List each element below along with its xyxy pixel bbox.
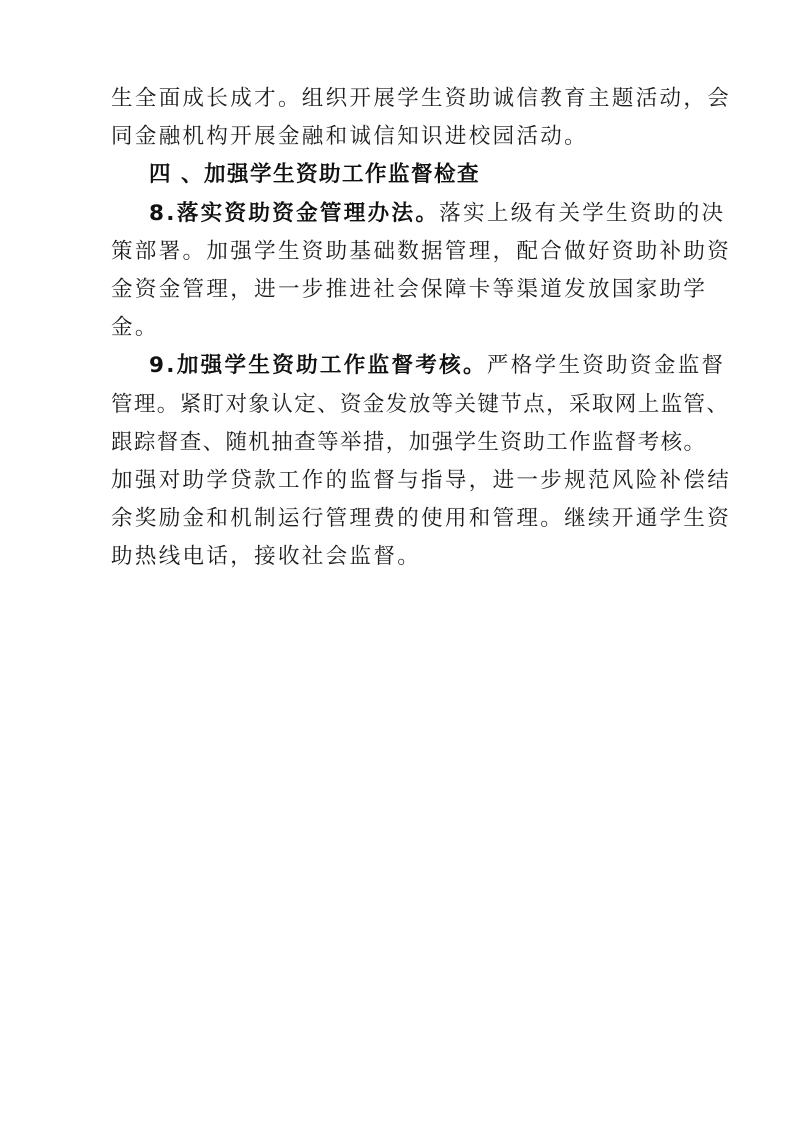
body-text-line: 余奖励金和机制运行管理费的使用和管理。继续开通学生资	[111, 506, 732, 532]
section-heading: 四 、加强学生资助工作监督检查	[149, 162, 480, 188]
body-text-line: 管理。紧盯对象认定、资金发放等关键节点，采取网上监管、	[111, 391, 730, 417]
item-9-lead: 9.加强学生资助工作监督考核。	[149, 353, 487, 379]
body-text-line: 加强对助学贷款工作的监督与指导，进一步规范风险补偿结	[111, 467, 732, 493]
body-text-line: 金。	[111, 315, 159, 341]
item-9-first-line-text: 严格学生资助资金监督	[486, 353, 726, 379]
item-8-first-line-text: 落实上级有关学生资助的决	[439, 200, 726, 226]
body-text-line: 同金融机构开展金融和诚信知识进校园活动。	[111, 124, 589, 150]
body-text-line: 策部署。加强学生资助基础数据管理，配合做好资助补助资	[111, 238, 732, 264]
item-8-lead: 8.落实资助资金管理办法。	[149, 200, 440, 226]
body-text-line: 金资金管理，进一步推进社会保障卡等渠道发放国家助学	[111, 276, 708, 302]
item-9-first-line	[111, 347, 726, 385]
body-text-line: 跟踪督查、随机抽查等举措，加强学生资助工作监督考核。	[111, 429, 707, 455]
document-body	[111, 80, 732, 576]
body-text-line: 生全面成长成才。组织开展学生资助诚信教育主题活动，会	[111, 86, 732, 111]
body-text-line: 助热线电话，接收社会监督。	[111, 544, 422, 570]
item-8-first-line	[111, 195, 726, 233]
